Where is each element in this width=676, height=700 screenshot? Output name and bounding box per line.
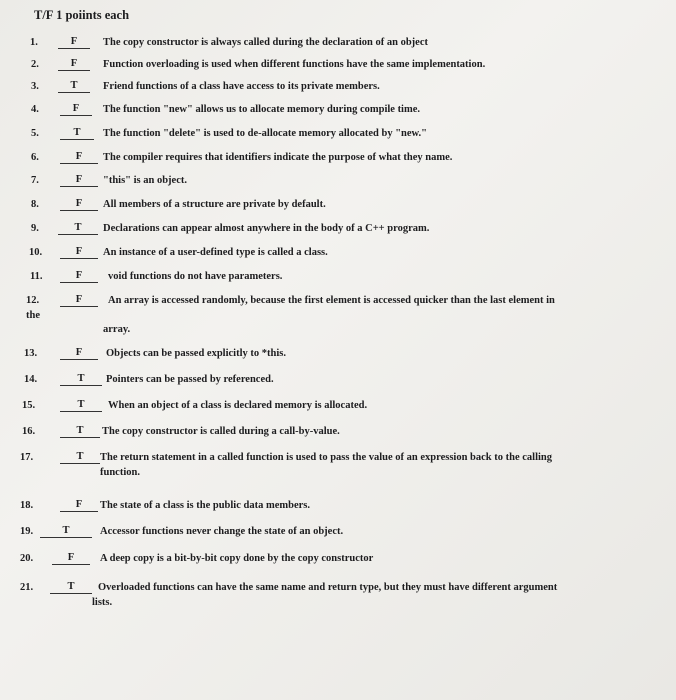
answer-blank[interactable]: F: [60, 499, 98, 512]
question-statement: Declarations can appear almost anywhere in the body of a C++ program.: [103, 223, 430, 234]
answer-blank[interactable]: F: [60, 103, 92, 116]
question-number: 4.: [31, 104, 39, 115]
question-number: 14.: [24, 374, 38, 385]
answer-blank[interactable]: T: [50, 581, 92, 594]
answer-blank[interactable]: T: [40, 525, 92, 538]
question-number: 21.: [20, 582, 34, 593]
answer-blank[interactable]: F: [60, 270, 98, 283]
answer-blank[interactable]: T: [60, 373, 102, 386]
answer-blank[interactable]: F: [52, 552, 90, 565]
question-statement: A deep copy is a bit-by-bit copy done by the copy constructor: [100, 553, 374, 564]
question-statement: The compiler requires that identifiers indicate the purpose of what they name.: [103, 152, 453, 163]
question-number: 8.: [31, 199, 39, 210]
question-number: 20.: [20, 553, 34, 564]
question-statement: All members of a structure are private by default.: [103, 199, 326, 210]
question-number: 16.: [22, 426, 36, 437]
answer-blank[interactable]: F: [60, 246, 98, 259]
question-statement: When an object of a class is declared memory is allocated.: [108, 400, 368, 411]
question-number: 2.: [31, 59, 39, 70]
worksheet-header: T/F 1 poiints each: [34, 8, 130, 22]
question-statement: Friend functions of a class have access to its private members.: [103, 81, 380, 92]
answer-blank[interactable]: F: [60, 174, 98, 187]
answer-blank[interactable]: T: [60, 451, 100, 464]
question-statement-wrap: the: [26, 310, 40, 321]
question-statement-continuation: function.: [100, 467, 140, 478]
question-statement: The state of a class is the public data members.: [100, 500, 310, 511]
question-statement-continuation: array.: [103, 324, 131, 335]
answer-blank[interactable]: F: [60, 198, 98, 211]
answer-blank[interactable]: T: [58, 80, 90, 93]
question-statement: An array is accessed randomly, because the first element is accessed quicker than the last element in: [108, 295, 555, 306]
question-statement: Function overloading is used when different functions have the same implementation.: [103, 59, 486, 70]
answer-blank[interactable]: F: [58, 36, 90, 49]
answer-blank[interactable]: F: [60, 294, 98, 307]
question-statement: Accessor functions never change the state of an object.: [100, 526, 344, 537]
answer-blank[interactable]: F: [60, 151, 98, 164]
question-statement: The return statement in a called function is used to pass the value of an expression back to the calling: [100, 452, 553, 463]
question-statement: The copy constructor is always called during the declaration of an object: [103, 37, 428, 48]
answer-blank[interactable]: T: [60, 127, 94, 140]
question-number: 3.: [31, 81, 39, 92]
question-statement: Pointers can be passed by referenced.: [106, 374, 274, 385]
answer-blank[interactable]: T: [58, 222, 98, 235]
answer-blank[interactable]: T: [60, 425, 100, 438]
question-statement: The function "new" allows us to allocate memory during compile time.: [103, 104, 421, 115]
question-statement: void functions do not have parameters.: [108, 271, 283, 282]
question-number: 9.: [31, 223, 39, 234]
question-number: 7.: [31, 175, 39, 186]
question-statement: The function "delete" is used to de-allocate memory allocated by "new.": [103, 128, 427, 139]
question-statement: Objects can be passed explicitly to *this.: [106, 348, 286, 359]
question-statement: An instance of a user-defined type is called a class.: [103, 247, 328, 258]
question-number: 13.: [24, 348, 38, 359]
question-number: 17.: [20, 452, 34, 463]
question-number: 11.: [30, 271, 43, 282]
answer-blank[interactable]: F: [58, 58, 90, 71]
question-number: 18.: [20, 500, 34, 511]
question-statement-continuation: lists.: [92, 597, 113, 608]
answer-blank[interactable]: T: [60, 399, 102, 412]
question-number: 5.: [31, 128, 39, 139]
question-number: 19.: [20, 526, 34, 537]
answer-blank[interactable]: F: [60, 347, 98, 360]
question-number: 6.: [31, 152, 39, 163]
question-number: 12.: [26, 295, 40, 306]
question-number: 10.: [29, 247, 43, 258]
question-number: 1.: [30, 37, 38, 48]
question-statement: "this" is an object.: [103, 175, 187, 186]
question-number: 15.: [22, 400, 36, 411]
question-statement: The copy constructor is called during a call-by-value.: [102, 426, 340, 437]
question-statement: Overloaded functions can have the same name and return type, but they must have different argument: [98, 582, 558, 593]
